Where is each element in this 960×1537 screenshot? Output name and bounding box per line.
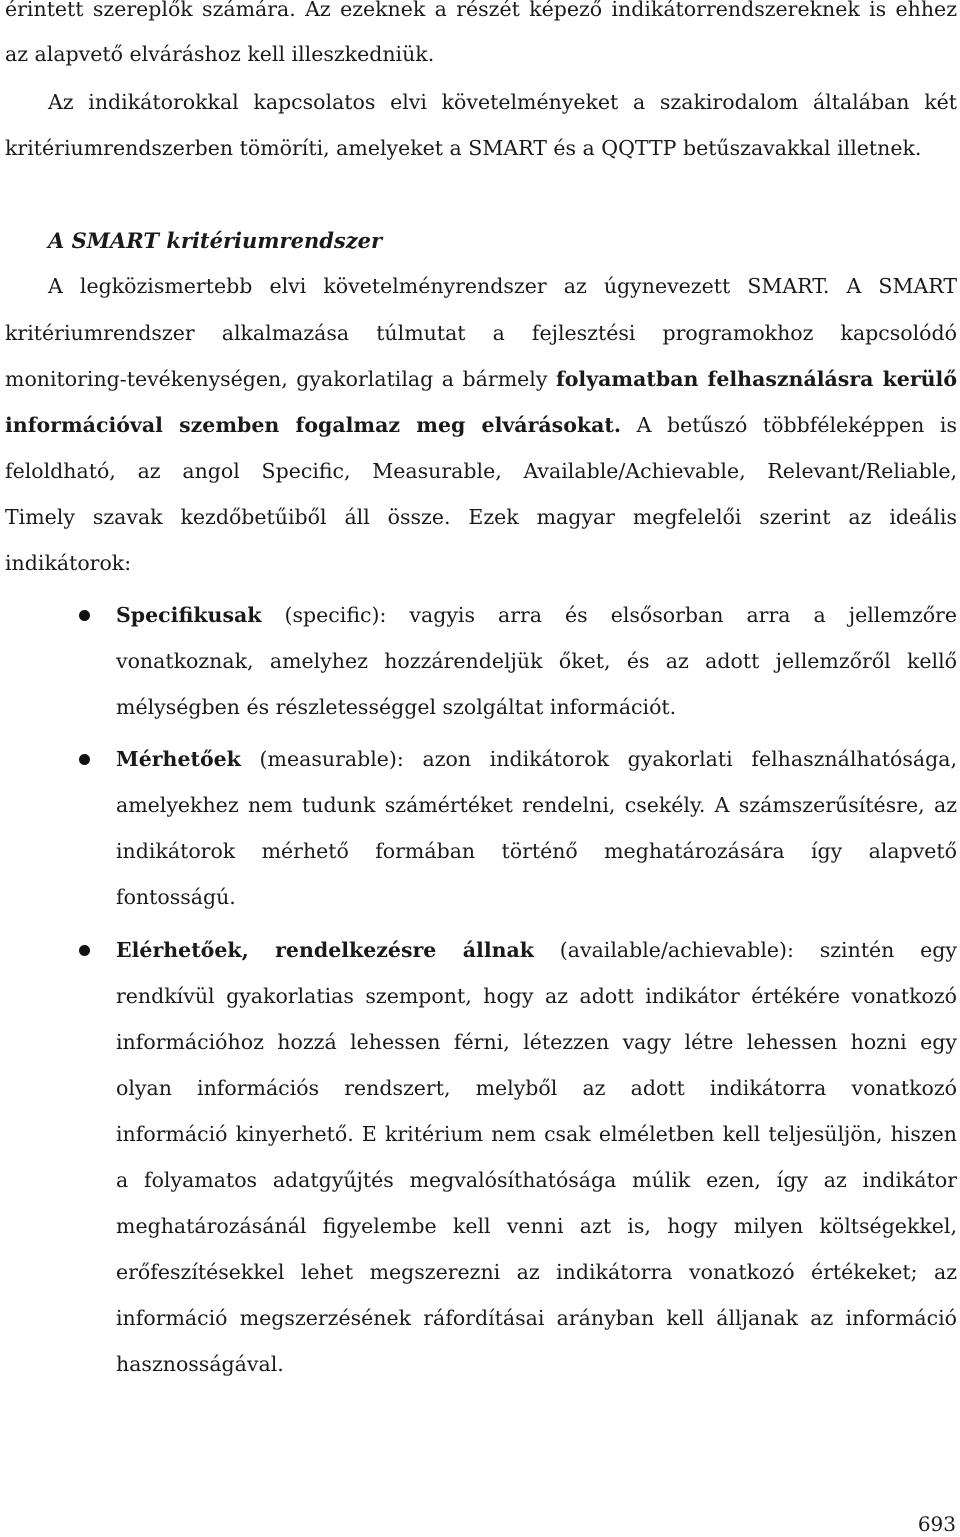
bullet-3-line-2: rendkívül gyakorlatias szempont, hogy az adott indikátor értékére vonatkozó: [116, 984, 957, 1008]
smart-line-3-text: monitoring-tevékenységen, gyakorlatilag a bármely: [5, 367, 556, 391]
bullet-3-line-10: hasznosságával.: [116, 1352, 284, 1376]
bullet-3-line-9: információ megszerzésének ráfordításai arányban kell álljanak az információ: [116, 1306, 957, 1330]
bullet-2-text: (measurable): azon indikátorok gyakorlati felhasználhatósága,: [240, 747, 957, 771]
bullet-3-line-1: [116, 935, 957, 965]
bullet-dot-3: [79, 945, 90, 956]
intro-line-1: érintett szereplők számára. Az ezeknek a részét képező indikátorrendszereknek is ehhez: [5, 0, 957, 21]
bullet-1-term: Specifikusak: [116, 603, 262, 627]
bullet-1-line-1: [116, 600, 957, 630]
bullet-1-line-3: mélységben és részletességgel szolgáltat információt.: [116, 695, 677, 719]
bullet-3-line-8: erőfeszítésekkel lehet megszerezni az indikátorra vonatkozó értékeket; az: [116, 1260, 957, 1284]
page-number: 693: [917, 1512, 956, 1536]
bullet-2-line-2: amelyekhez nem tudunk számértéket rendelni, csekély. A számszerűsítésre, az: [116, 793, 957, 817]
bullet-2-term: Mérhetőek: [116, 747, 241, 771]
smart-line-6: Timely szavak kezdőbetűiből áll össze. Ezek magyar megfelelői szerint az ideális: [5, 505, 957, 529]
smart-line-4-text: A betűszó többféleképpen is: [620, 413, 957, 437]
bullet-dot-2: [79, 754, 90, 765]
bullet-2-line-4: fontosságú.: [116, 885, 236, 909]
bullet-dot-1: [79, 610, 90, 621]
bullet-1-line-2: vonatkoznak, amelyhez hozzárendeljük őket, és az adott jellemzőről kellő: [116, 649, 957, 673]
bullet-2-line-3: indikátorok mérhető formában történő meghatározására így alapvető: [116, 839, 957, 863]
smart-line-4-bold: információval szemben fogalmaz meg elvárásokat.: [5, 413, 621, 437]
intro-line-3: Az indikátorokkal kapcsolatos elvi követelményeket a szakirodalom általában két: [48, 90, 957, 114]
smart-line-7: indikátorok:: [5, 551, 132, 575]
bullet-3-line-7: meghatározásánál figyelembe kell venni azt is, hogy milyen költségekkel,: [116, 1214, 957, 1238]
bullet-3-term: Elérhetőek, rendelkezésre állnak: [116, 938, 534, 962]
bullet-3-line-6: a folyamatos adatgyűjtés megvalósíthatósága múlik ezen, így az indikátor: [116, 1168, 957, 1192]
intro-line-4: kritériumrendszerben tömöríti, amelyeket a SMART és a QQTTP betűszavakkal illetnek.: [5, 136, 922, 160]
smart-line-4: [5, 410, 957, 440]
bullet-3-line-3: információhoz hozzá lehessen férni, létezzen vagy létre lehessen hozni egy: [116, 1030, 957, 1054]
bullet-2-line-1: [116, 744, 957, 774]
bullet-3-line-4: olyan információs rendszert, melyből az adott indikátorra vonatkozó: [116, 1076, 957, 1100]
section-heading: A SMART kritériumrendszer: [48, 228, 383, 253]
smart-line-3: [5, 364, 957, 394]
intro-line-2: az alapvető elváráshoz kell illeszkedniük.: [5, 42, 435, 66]
smart-line-5: feloldható, az angol Specific, Measurable, Available/Achievable, Relevant/Reliable,: [5, 459, 957, 483]
bullet-3-line-5: információ kinyerhető. E kritérium nem csak elméletben kell teljesüljön, hiszen: [116, 1122, 957, 1146]
smart-line-1: A legközismertebb elvi követelményrendszer az úgynevezett SMART. A SMART: [48, 274, 957, 298]
smart-line-2: kritériumrendszer alkalmazása túlmutat a fejlesztési programokhoz kapcsolódó: [5, 321, 957, 345]
bullet-1-text: (specific): vagyis arra és elsősorban arra a jellemzőre: [261, 603, 957, 627]
smart-line-3-bold: folyamatban felhasználásra kerülő: [555, 367, 957, 391]
bullet-3-text: (available/achievable): szintén egy: [534, 938, 957, 962]
